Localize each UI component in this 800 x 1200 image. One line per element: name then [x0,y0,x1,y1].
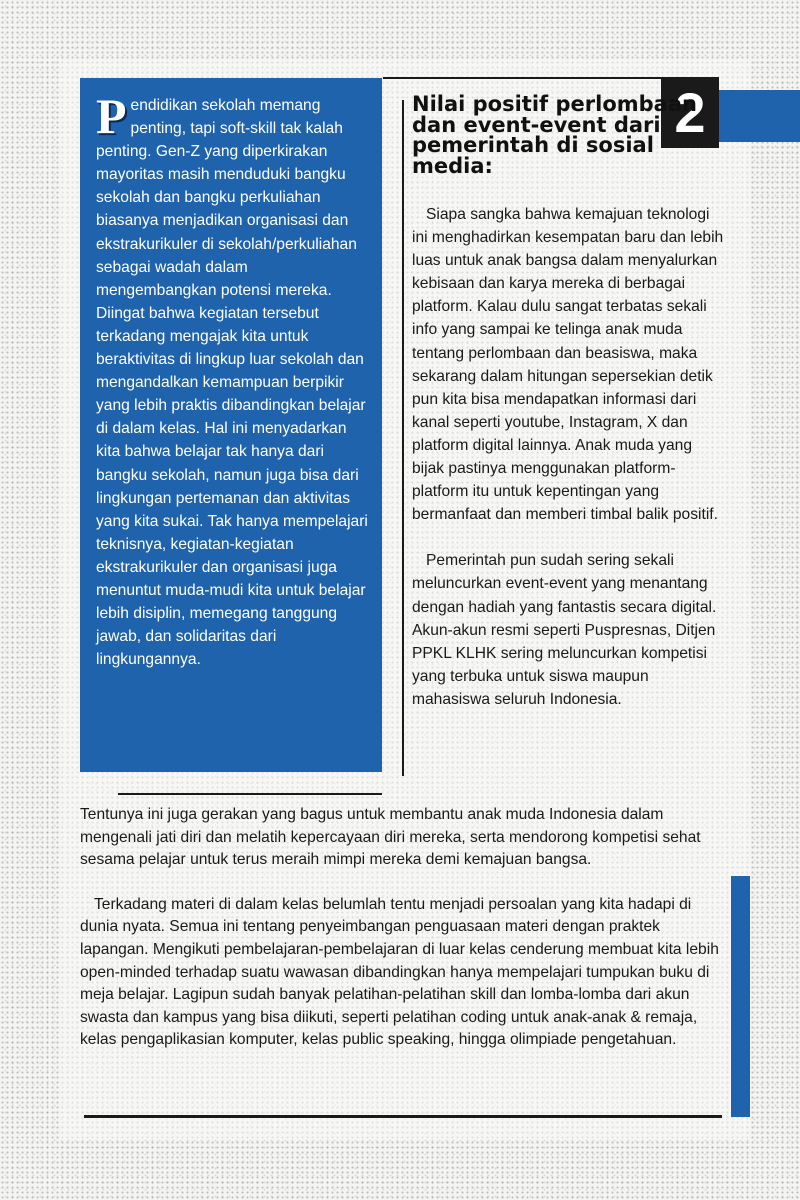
left-column-underline [118,793,382,795]
column-divider [402,100,404,776]
bottom-divider [84,1115,722,1118]
right-column-text [412,203,724,711]
bottom-text [80,804,730,1052]
section-heading: Nilai positif perlombaan dan event-event dari pemerintah di sosial media: [412,92,697,178]
page-number: 2 [674,81,706,144]
accent-bar-side [731,876,750,1117]
dropcap-letter: P [96,88,127,144]
bottom-paragraph-1: Tentunya ini juga gerakan yang bagus untuk membantu anak muda Indonesia dalam mengenali jati diri dan melatih kepercayaan diri mereka, serta mendorong kompetisi sehat sesama pelajar untuk terus meraih mimpi mereka demi kemajuan bangsa. [80,806,701,869]
right-paragraph-1: Siapa sangka bahwa kemajuan teknologi ini menghadirkan kesempatan baru dan lebih luas untuk anak bangsa dalam menyalurkan kebisaan dan karya mereka di berbagai platform. Kalau dulu sangat terbatas sekali info yang sampai ke telinga anak muda tentang perlombaan dan beasiswa, maka sekarang dalam hitungan sepersekian detik pun kita bisa mendapatkan informasi dari kanal seperti youtube, Instagram, X dan platform digital lainnya. Anak muda yang bijak pastinya menggunakan platform-platform itu untuk kepentingan yang bermanfaat dan memberi timbal balik positif. [412,206,724,524]
left-column-body: endidikan sekolah memang penting, tapi soft-skill tak kalah penting. Gen-Z yang diperkirakan mayoritas masih menduduki bangku sekolah dan bangku perkuliahan biasanya menjadikan organisasi dan ekstrakurikuler di sekolah/perkuliahan sebagai wadah dalam mengembangkan potensi mereka. Diingat bahwa kegiatan tersebut terkadang mengajak kita untuk beraktivitas di lingkup luar sekolah dan mengandalkan kemampuan berpikir yang lebih praktis dibandingkan belajar di dalam kelas. Hal ini menyadarkan kita bahwa belajar tak hanya dari bangku sekolah, namun juga bisa dari lingkungan pertemanan dan aktivitas yang kita sukai. Tak hanya mempelajari teknisnya, kegiatan-kegiatan ekstrakurikuler dan organisasi juga menuntut muda-mudi kita untuk belajar lebih disiplin, memegang tanggung jawab, dan solidaritas dari lingkungannya. [96,97,368,669]
right-paragraph-2: Pemerintah pun sudah sering sekali meluncurkan event-event yang menantang dengan hadiah yang fantastis secara digital. Akun-akun resmi seperti Puspresnas, Ditjen PPKL KLHK sering meluncurkan kompetisi yang terbuka untuk siswa maupun mahasiswa seluruh Indonesia. [412,552,717,708]
accent-band-top [719,90,800,142]
left-column-text [96,88,368,671]
left-column-panel [80,78,382,772]
bottom-paragraph-2: Terkadang materi di dalam kelas belumlah tentu menjadi persoalan yang kita hadapi di dunia nyata. Semua ini tentang penyeimbangan penguasaan materi dengan praktek lapangan. Mengikuti pembelajaran-pembelajaran di luar kelas cenderung membuat kita lebih open-minded terhadap suatu wawasan dibandingkan hanya mempelajari tumpukan buku di meja belajar. Lagipun sudah banyak pelatihan-pelatihan skill dan lomba-lomba dari akun swasta dan kampus yang bisa diikuti, seperti pelatihan coding untuk anak-anak & remaja, kelas pengaplikasian komputer, kelas public speaking, hingga olimpiade pengetahuan. [80,895,719,1049]
